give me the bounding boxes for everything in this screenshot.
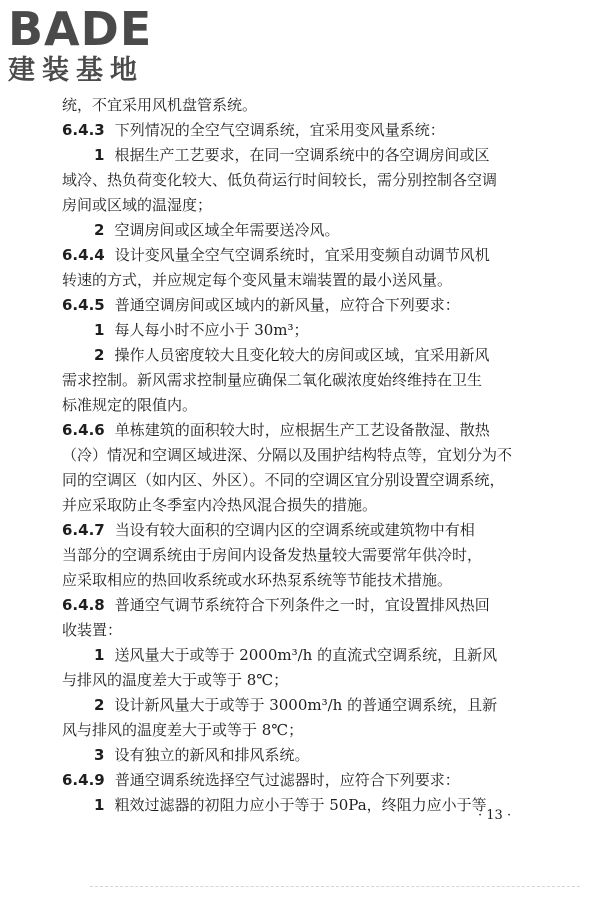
line-text: 粗效过滤器的初阻力应小于等于 50Pa，终阻力应小于等 [114, 796, 487, 814]
line-text: 设有独立的新风和排风系统。 [114, 746, 310, 764]
line-text: 域冷、热负荷变化较大、低负荷运行时间较长，需分别控制各空调 [62, 171, 498, 189]
line-text: 与排风的温度差大于或等于 8℃； [62, 671, 289, 689]
text-line [62, 568, 542, 593]
line-text: 单栋建筑的面积较大时，应根据生产工艺设备散湿、散热 [114, 421, 490, 439]
text-line [62, 793, 542, 818]
text-line [62, 718, 542, 743]
item-number: 1 [94, 321, 105, 339]
text-line [62, 418, 542, 443]
text-line [62, 618, 542, 643]
line-text: 同的空调区（如内区、外区）。不同的空调区宜分别设置空调系统， [62, 471, 505, 489]
bade-logo [8, 2, 153, 86]
logo-wordmark: BADE [8, 2, 153, 56]
text-line [62, 218, 542, 243]
line-text: （冷）情况和空调区域进深、分隔以及围护结构特点等，宜划分为不 [62, 446, 513, 464]
line-text: 统，不宜采用风机盘管系统。 [62, 96, 258, 114]
line-text: 空调房间或区域全年需要送冷风。 [114, 221, 340, 239]
line-text: 风与排风的温度差大于或等于 8℃； [62, 721, 304, 739]
text-line [62, 243, 542, 268]
line-text: 并应采取防止冬季室内冷热风混合损失的措施。 [62, 496, 378, 514]
item-number: 1 [94, 646, 105, 664]
line-text: 当部分的空调系统由于房间内设备发热量较大需要常年供冷时， [62, 546, 483, 564]
line-text: 普通空气调节系统符合下列条件之一时，宜设置排风热回 [114, 596, 490, 614]
clause-number: 6.4.4 [62, 246, 105, 264]
text-line [62, 368, 542, 393]
line-text: 操作人员密度较大且变化较大的房间或区域，宜采用新风 [114, 346, 490, 364]
document-body [62, 93, 542, 818]
item-number: 3 [94, 746, 105, 764]
logo-subtitle: 建装基地 [8, 55, 144, 86]
text-line [62, 493, 542, 518]
line-text: 当设有较大面积的空调内区的空调系统或建筑物中有相 [114, 521, 475, 539]
line-text: 普通空调系统选择空气过滤器时，应符合下列要求： [114, 771, 460, 789]
line-text: 标准规定的限值内。 [62, 396, 198, 414]
text-line [62, 518, 542, 543]
text-line [62, 293, 542, 318]
text-line [62, 193, 542, 218]
line-text: 收装置： [62, 621, 123, 639]
line-text: 送风量大于或等于 2000m³/h 的直流式空调系统，且新风 [114, 646, 498, 664]
text-line [62, 643, 542, 668]
text-line [62, 268, 542, 293]
text-line [62, 693, 542, 718]
clause-number: 6.4.8 [62, 596, 105, 614]
text-line [62, 318, 542, 343]
text-line [62, 543, 542, 568]
text-line [62, 468, 542, 493]
text-line [62, 168, 542, 193]
text-line [62, 668, 542, 693]
line-text: 根据生产工艺要求，在同一空调系统中的各空调房间或区 [114, 146, 490, 164]
line-text: 设计变风量全空气空调系统时，宜采用变频自动调节风机 [114, 246, 490, 264]
clause-number: 6.4.5 [62, 296, 105, 314]
bottom-divider [90, 886, 580, 887]
line-text: 下列情况的全空气空调系统，宜采用变风量系统： [114, 121, 445, 139]
item-number: 1 [94, 146, 105, 164]
clause-number: 6.4.9 [62, 771, 105, 789]
text-line [62, 768, 542, 793]
line-text: 普通空调房间或区域内的新风量，应符合下列要求： [114, 296, 460, 314]
line-text: 房间或区域的温湿度； [62, 196, 213, 214]
text-line [62, 443, 542, 468]
text-line [62, 593, 542, 618]
item-number: 2 [94, 221, 105, 239]
line-text: 每人每小时不应小于 30m³； [114, 321, 309, 339]
item-number: 1 [94, 796, 105, 814]
item-number: 2 [94, 696, 105, 714]
text-line [62, 118, 542, 143]
text-line [62, 393, 542, 418]
line-text: 设计新风量大于或等于 3000m³/h 的普通空调系统，且新 [114, 696, 498, 714]
item-number: 2 [94, 346, 105, 364]
page-number: · 13 · [478, 808, 512, 823]
text-line [62, 93, 542, 118]
clause-number: 6.4.7 [62, 521, 105, 539]
text-line [62, 343, 542, 368]
text-line [62, 143, 542, 168]
clause-number: 6.4.3 [62, 121, 105, 139]
text-line [62, 743, 542, 768]
clause-number: 6.4.6 [62, 421, 105, 439]
line-text: 转速的方式，并应规定每个变风量末端装置的最小送风量。 [62, 271, 453, 289]
line-text: 需求控制。新风需求控制量应确保二氧化碳浓度始终维持在卫生 [62, 371, 483, 389]
line-text: 应采取相应的热回收系统或水环热泵系统等节能技术措施。 [62, 571, 453, 589]
